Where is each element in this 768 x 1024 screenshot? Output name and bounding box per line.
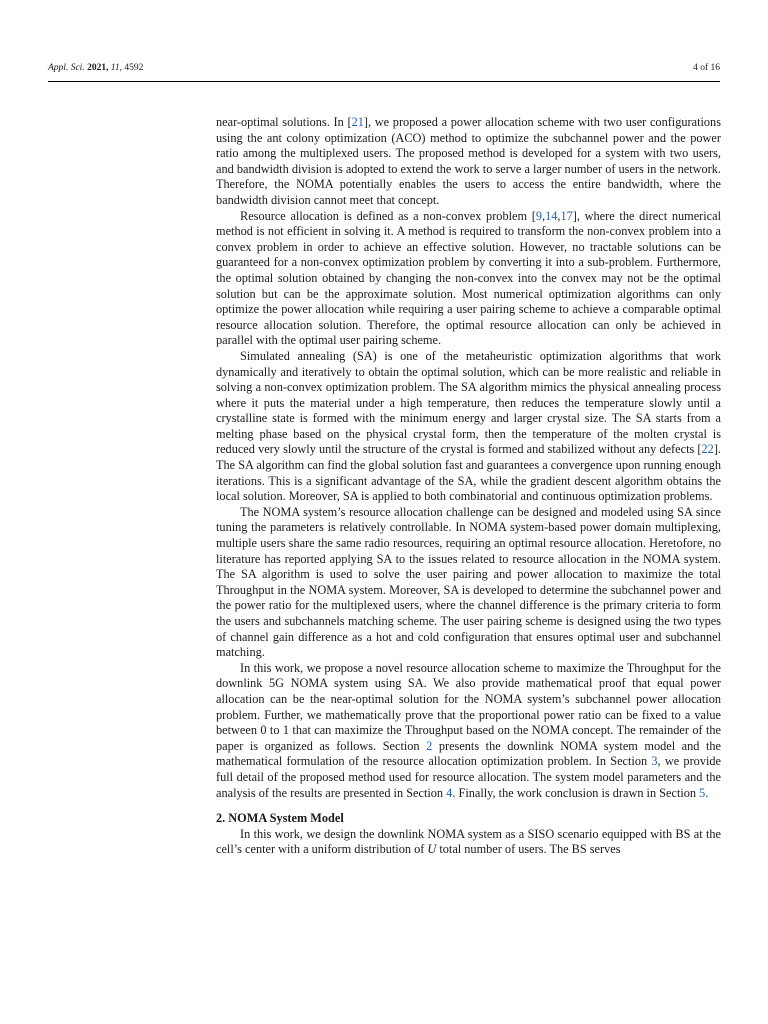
paragraph-system-model: In this work, we design the downlink NOMA system as a SISO scenario equipped with BS at the cell’s center with a uniform distribution of U total number of users. The BS serves [216,826,721,857]
math-variable: U [427,842,437,857]
journal-name: Appl. Sci. [48,63,85,73]
citation-link[interactable]: 22 [701,442,714,457]
page-number: 4 of 16 [693,63,720,73]
paragraph-noma-sa: The NOMA system’s resource allocation challenge can be designed and modeled using SA since tuning the parameters is relatively controllable. In NOMA system-based power domain multiplexing, multiple users share the same radio resources, requiring an optimal resource allocation. Heretofore, no literature has reported applying SA to the issues related to resource allocation in the NOMA system. The SA algorithm is used to solve the user pairing and power allocation to maximize the total Throughput in the NOMA system. Moreover, SA is developed to determine the subchannel power and the power ratio for the multiplexed users, where the channel difference is the primary criteria to form the users and subchannels matching scheme. The user pairing scheme is designed using the two types of channel gain difference as a hot and cold configuration that ensures optimal user and subchannel matching. [216,504,721,660]
paragraph-resource-allocation: Resource allocation is defined as a non-convex problem [9,14,17], where the direct numerical method is not efficient in solving it. A method is required to transform the non-convex problem into a convex problem in order to achieve an effective solution. However, no tractable solutions can be guaranteed for a non-convex optimization problem by converting it into a sub-problem. Furthermore, the optimal solution obtained by changing the non-convex into the convex may not be the optimal solution but can be the approximate solution. Most numerical optimization algorithms can only optimize the power allocation while requiring a user pairing scheme to achieve a comparable optimal resource allocation solution. Therefore, the optimal resource allocation can only be achieved in parallel with the optimal user pairing scheme. [216,208,722,348]
section-heading: 2. NOMA System Model [216,811,344,826]
body-text [216,115,721,858]
section-link[interactable]: 3 [651,754,658,769]
citation-link[interactable]: 9 [535,208,543,223]
paragraph-continuation: near-optimal solutions. In [21], we proposed a power allocation scheme with two user configurations using the ant colony optimization (ACO) method to optimize the subchannel power and the power ratio among the multiplexed users. The proposed method is developed for a system with two users, and bandwidth division is adopted to extend the work to serve a larger number of users in the network. Therefore, the NOMA potentially enables the users to access the entire bandwidth, where the bandwidth division cannot meet that concept. [216,115,721,207]
paragraph-contribution: In this work, we propose a novel resource allocation scheme to maximize the Throughput for the downlink 5G NOMA system using SA. We also provide mathematical proof that equal power allocation can be the near-optimal solution for the NOMA system’s subchannel power allocation problem. Further, we mathematically prove that the proportional power ratio can be fixed to a value between 0 to 1 that can maximize the Throughput based on the NOMA concept. The remainder of the paper is organized as follows. Section 2 presents the downlink NOMA system model and the mathematical formulation of the resource allocation optimization problem. In Section 3, we provide full detail of the proposed method used for resource allocation. The system model parameters and the analysis of the results are presented in Section 4. Finally, the work conclusion is drawn in Section 5. [216,660,722,800]
citation-link[interactable]: 21 [351,115,364,129]
section-link[interactable]: 5 [699,785,706,800]
citation-link[interactable]: 14 [545,208,558,223]
article-number: 4592 [124,63,144,73]
citation-link[interactable]: 17 [560,208,573,223]
header-rule [48,81,720,82]
section-link[interactable]: 4 [446,785,453,800]
journal-year: 2021, [87,63,109,73]
journal-citation [48,62,143,74]
paragraph-simulated-annealing: Simulated annealing (SA) is one of the metaheuristic optimization algorithms that work dynamically and iteratively to obtain the optimal solution, which can be more realistic and reliable in solving a non-convex optimization problem. The SA algorithm mimics the physical annealing process where it puts the material under a high temperature, then reduces the temperature slowly until a crystalline state is formed with the minimum energy and larger crystal size. The SA starts from a melting phase based on the physical crystal form, then the temperature of the molten crystal is reduced very slowly until the structure of the crystal is formed and stabilized without any defects [22]. The SA algorithm can find the global solution fast and guarantees a convergence upon running enough iterations. This is a significant advantage of the SA, while the gradient descent algorithm obtains the local solution. Moreover, SA is applied to both combinatorial and continuous optimization problems. [216,348,721,504]
section-link[interactable]: 2 [426,738,433,753]
journal-volume: 11, [110,63,122,73]
